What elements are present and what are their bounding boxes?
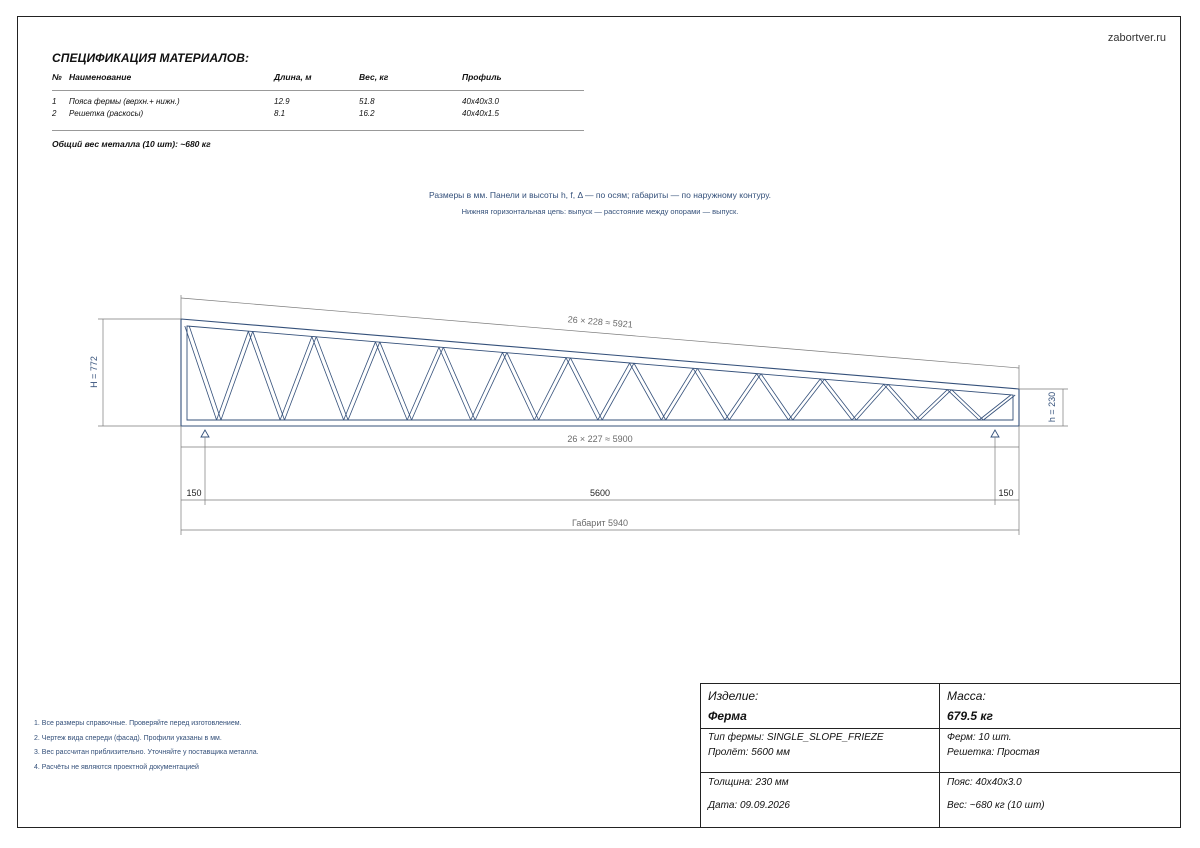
row-profile: 40х40х3.0 bbox=[462, 97, 499, 106]
dim-label-top: 26 × 228 ≈ 5921 bbox=[567, 314, 634, 330]
truss-diagonal bbox=[502, 353, 534, 420]
drawing-note-2: Нижняя горизонтальная цепь: выпуск — расстояние между опорами — выпуск. bbox=[461, 207, 739, 216]
truss-diagonal bbox=[634, 363, 666, 420]
truss-diagonal bbox=[598, 363, 630, 420]
truss-diagonal bbox=[471, 353, 503, 420]
title-block-divider bbox=[939, 684, 940, 827]
truss-diagonal bbox=[443, 347, 475, 420]
mass-value: 679.5 кг bbox=[947, 709, 993, 723]
product-value: Ферма bbox=[708, 709, 747, 723]
truss-diagonal bbox=[825, 379, 857, 420]
dim-label-overall: Габарит 5940 bbox=[571, 518, 629, 528]
title-block-rule bbox=[701, 728, 1180, 729]
truss-diagonal bbox=[920, 390, 952, 420]
span-value: Пролёт: 5600 мм bbox=[708, 747, 790, 758]
truss-diagonal bbox=[380, 342, 412, 420]
date-value: Дата: 09.09.2026 bbox=[708, 800, 790, 811]
chord-profile: Пояс: 40х40х3.0 bbox=[947, 777, 1022, 788]
row-length: 8.1 bbox=[274, 109, 286, 118]
row-weight: 51.8 bbox=[359, 97, 375, 106]
footnote: 2. Чертеж вида спереди (фасад). Профили указаны в мм. bbox=[34, 734, 222, 742]
dim-label-span: 5600 bbox=[589, 488, 611, 498]
truss-diagonal bbox=[915, 390, 947, 420]
footnote: 1. Все размеры справочные. Проверяйте перед изготовлением. bbox=[34, 720, 242, 727]
truss-diagonal bbox=[348, 342, 380, 420]
truss-diagonal bbox=[185, 326, 217, 420]
spec-header-profile: Профиль bbox=[462, 72, 502, 82]
truss-diagonal bbox=[539, 358, 571, 420]
truss-diagonal bbox=[253, 331, 285, 420]
lattice-type: Решетка: Простая bbox=[947, 747, 1040, 758]
truss-diagonal bbox=[947, 390, 979, 420]
row-num: 2 bbox=[52, 109, 57, 118]
spec-header-length: Длина, м bbox=[274, 72, 312, 82]
weight-value: Вес: ~680 кг (10 шт) bbox=[947, 800, 1045, 811]
spec-total: Общий вес металла (10 шт): ~680 кг bbox=[52, 139, 211, 149]
truss-diagonal bbox=[439, 347, 471, 420]
truss-diagonal bbox=[979, 395, 1011, 420]
truss-diagonal bbox=[952, 390, 984, 420]
truss-diagonal bbox=[757, 374, 789, 420]
truss-diagonal bbox=[189, 326, 221, 420]
row-num: 1 bbox=[52, 97, 57, 106]
truss-diagonal bbox=[793, 379, 825, 420]
truss-count: Ферм: 10 шт. bbox=[947, 732, 1012, 743]
truss-diagonal bbox=[602, 363, 634, 420]
truss-diagonal bbox=[375, 342, 407, 420]
footnote: 3. Вес рассчитан приблизительно. Уточняйте у поставщика металла. bbox=[34, 749, 259, 756]
row-weight: 16.2 bbox=[359, 109, 375, 118]
truss-diagonal bbox=[856, 384, 888, 420]
truss-diagonal bbox=[693, 368, 725, 420]
footnote: 4. Расчёты не являются проектной документацией bbox=[34, 763, 199, 771]
truss-diagonal bbox=[312, 337, 344, 420]
truss-outer-contour bbox=[181, 319, 1019, 426]
truss-diagonal bbox=[280, 337, 312, 420]
title-block bbox=[700, 683, 1181, 828]
truss-diagonal bbox=[729, 374, 761, 420]
dim-label-height-left: H = 772 bbox=[89, 356, 99, 388]
dim-label-overhang-right: 150 bbox=[998, 488, 1014, 498]
dim-line-top bbox=[181, 298, 1019, 368]
truss-diagonal bbox=[983, 395, 1015, 420]
site-label: zabortver.ru bbox=[1107, 32, 1166, 44]
spec-title: СПЕЦИФИКАЦИЯ МАТЕРИАЛОВ: bbox=[52, 51, 250, 65]
truss-diagonal bbox=[761, 374, 793, 420]
spec-header-num: № bbox=[52, 72, 62, 82]
drawing-note-1: Размеры в мм. Панели и высоты h, f, Δ — по осям; габариты — по наружному контуру. bbox=[428, 190, 772, 200]
truss-diagonal bbox=[698, 368, 730, 420]
truss-lattice bbox=[185, 326, 1015, 420]
truss-diagonal bbox=[407, 347, 439, 420]
dim-label-bottom: 26 × 227 ≈ 5900 bbox=[567, 434, 633, 444]
title-block-rule bbox=[701, 772, 1180, 773]
truss-diagonal bbox=[788, 379, 820, 420]
support-left-icon bbox=[201, 430, 209, 437]
truss-diagonal bbox=[888, 384, 920, 420]
truss-diagonal bbox=[412, 347, 444, 420]
truss-diagonal bbox=[852, 384, 884, 420]
row-length: 12.9 bbox=[274, 97, 290, 106]
truss-diagonal bbox=[316, 337, 348, 420]
truss-diagonal bbox=[630, 363, 662, 420]
thickness-value: Толщина: 230 мм bbox=[708, 777, 789, 788]
truss-diagonal bbox=[221, 331, 253, 420]
footnotes bbox=[34, 720, 259, 778]
row-name: Пояса фермы (верхн.+ нижн.) bbox=[69, 97, 180, 106]
truss-diagonal bbox=[725, 374, 757, 420]
spec-header-name: Наименование bbox=[69, 72, 132, 82]
truss-diagonal bbox=[666, 368, 698, 420]
truss-diagonal bbox=[570, 358, 602, 420]
truss-diagonal bbox=[820, 379, 852, 420]
mass-label: Масса: bbox=[947, 689, 986, 703]
dim-label-overhang-left: 150 bbox=[186, 488, 202, 498]
support-right-icon bbox=[991, 430, 999, 437]
truss-diagonal bbox=[285, 337, 317, 420]
row-profile: 40х40х1.5 bbox=[462, 109, 499, 118]
row-name: Решетка (раскосы) bbox=[69, 109, 144, 118]
truss-diagonal bbox=[344, 342, 376, 420]
truss-diagonal bbox=[534, 358, 566, 420]
product-label: Изделие: bbox=[708, 689, 759, 703]
truss-type: Тип фермы: SINGLE_SLOPE_FRIEZE bbox=[708, 732, 884, 743]
truss-diagonal bbox=[884, 384, 916, 420]
truss-diagonal bbox=[507, 353, 539, 420]
dim-label-height-right: h = 230 bbox=[1047, 391, 1057, 423]
spec-header-weight: Вес, кг bbox=[359, 72, 389, 82]
truss-diagonal bbox=[217, 331, 249, 420]
truss-diagonal bbox=[566, 358, 598, 420]
truss-diagonal bbox=[661, 368, 693, 420]
truss-diagonal bbox=[248, 331, 280, 420]
truss-diagonal bbox=[475, 353, 507, 420]
